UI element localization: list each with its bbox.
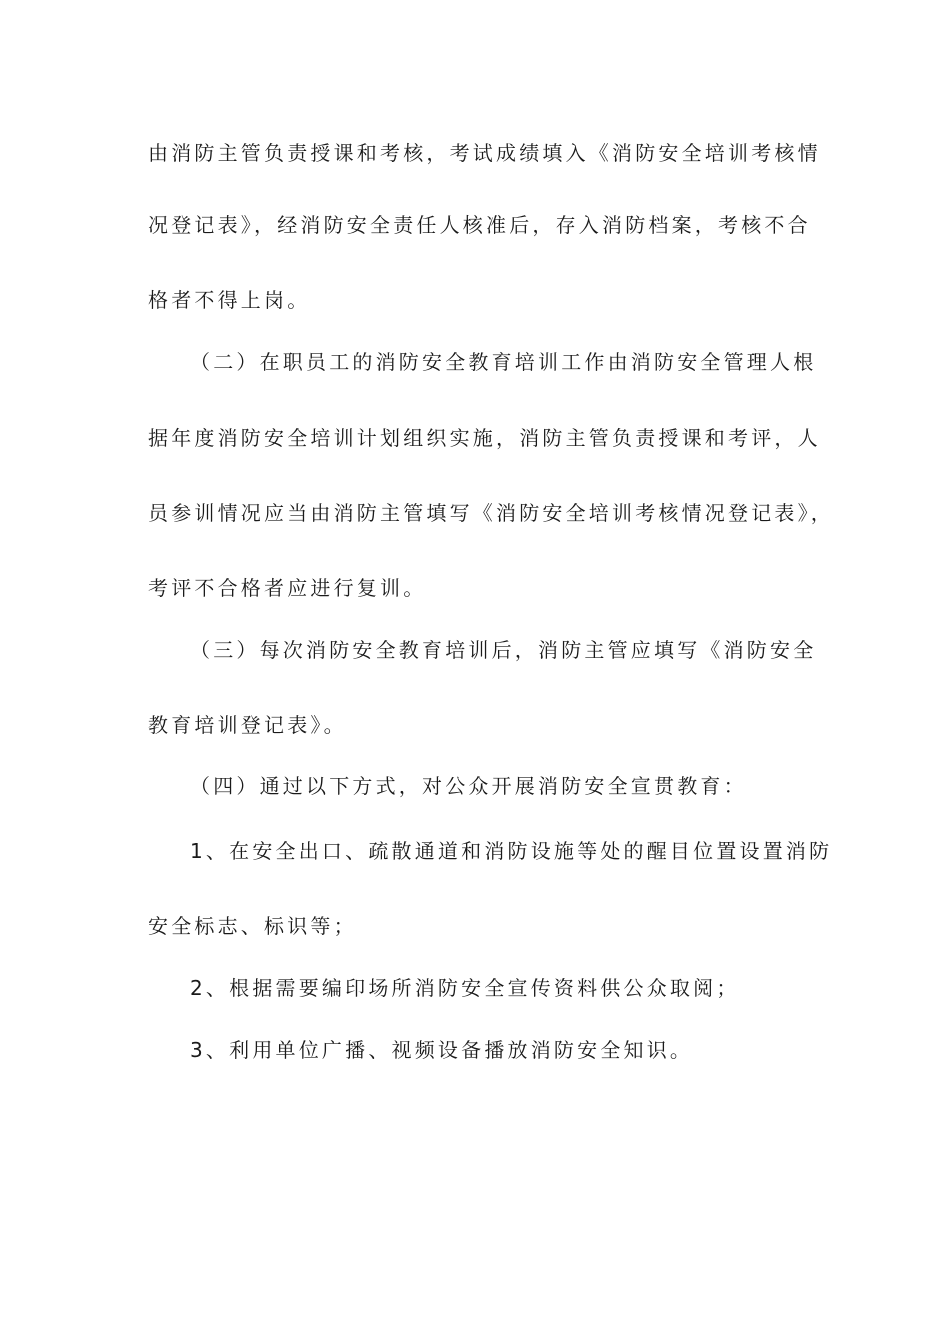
paragraph-line: （四）通过以下方式，对公众开展消防安全宣贯教育： <box>190 774 747 798</box>
paragraph-line: 员参训情况应当由消防主管填写《消防安全培训考核情况登记表》， <box>148 501 834 525</box>
paragraph-line: 由消防主管负责授课和考核，考试成绩填入《消防安全培训考核情 <box>148 141 821 165</box>
list-item-line: 3、利用单位广播、视频设备播放消防安全知识。 <box>190 1038 694 1062</box>
list-item-line: 2、根据需要编印场所消防安全宣传资料供公众取阅； <box>190 976 740 1000</box>
paragraph-line: （二）在职员工的消防安全教育培训工作由消防安全管理人根 <box>190 350 817 374</box>
list-item-line: 安全标志、标识等； <box>148 914 357 938</box>
paragraph-line: 格者不得上岗。 <box>148 288 311 312</box>
paragraph-line: 考评不合格者应进行复训。 <box>148 576 427 600</box>
paragraph-line: 教育培训登记表》。 <box>148 713 347 737</box>
list-item-line: 1、在安全出口、疏散通道和消防设施等处的醒目位置设置消防 <box>190 839 833 863</box>
paragraph-line: 况登记表》，经消防安全责任人核准后，存入消防档案，考核不合 <box>148 213 811 237</box>
paragraph-line: 据年度消防安全培训计划组织实施，消防主管负责授课和考评，人 <box>148 426 821 450</box>
paragraph-line: （三）每次消防安全教育培训后，消防主管应填写《消防安全 <box>190 638 817 662</box>
